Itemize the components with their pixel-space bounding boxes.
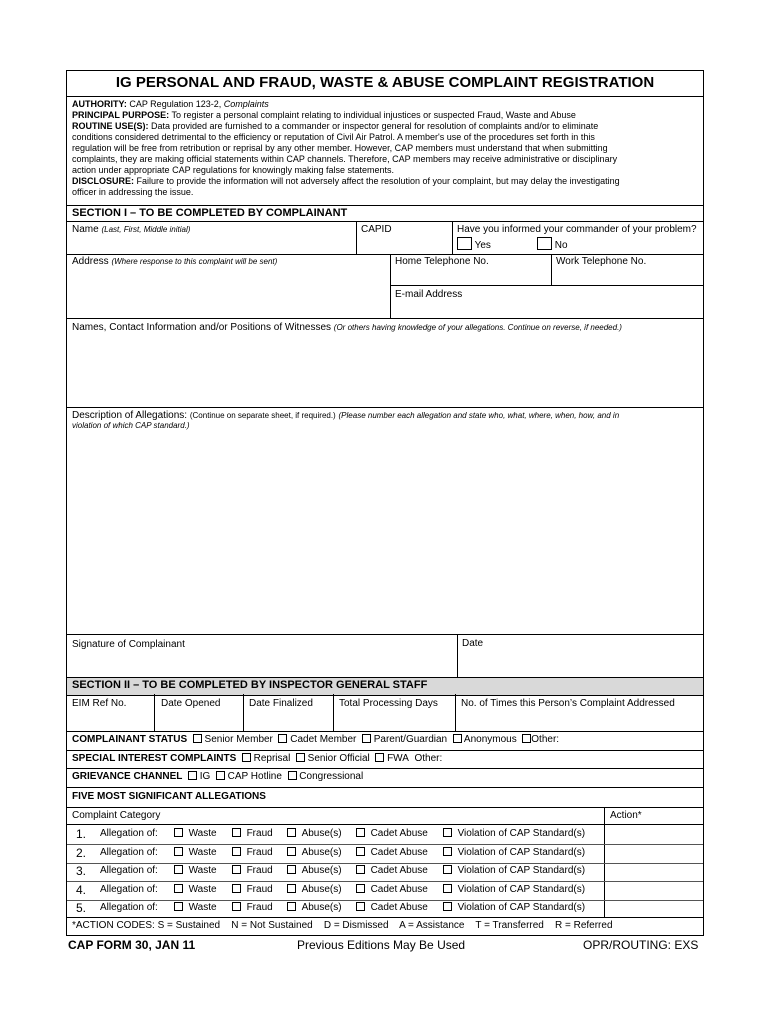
date-finalized-field[interactable]: Date Finalized bbox=[249, 698, 313, 709]
checkbox-icon[interactable] bbox=[443, 847, 452, 856]
allegation-option-label: Fraud bbox=[246, 828, 273, 839]
allegation-option[interactable] bbox=[356, 902, 428, 913]
allegation-option-label: Fraud bbox=[246, 883, 273, 895]
allegation-row bbox=[67, 863, 703, 881]
allegation-option-label: Waste bbox=[188, 828, 217, 839]
special-option: FWA bbox=[387, 753, 409, 764]
action-code: T = Transferred bbox=[475, 920, 544, 931]
date-opened-field[interactable]: Date Opened bbox=[161, 698, 221, 709]
allegation-option-label: Fraud bbox=[246, 865, 273, 876]
checkbox-icon[interactable] bbox=[278, 734, 287, 743]
allegation-option-label: Cadet Abuse bbox=[370, 902, 428, 913]
allegation-option[interactable] bbox=[174, 865, 217, 876]
routine-line: action under appropriate CAP regulations for knowingly making false statements. bbox=[72, 165, 395, 175]
checkbox-icon[interactable] bbox=[287, 847, 296, 856]
authority-label: AUTHORITY: bbox=[72, 99, 127, 109]
processing-days-field[interactable]: Total Processing Days bbox=[339, 698, 438, 709]
action-codes-row bbox=[72, 920, 613, 931]
complainant-status-row bbox=[72, 734, 559, 745]
commander-no-option[interactable] bbox=[537, 237, 568, 251]
allegation-option-label: Violation of CAP Standard(s) bbox=[457, 902, 586, 913]
checkbox-icon[interactable] bbox=[232, 828, 241, 837]
allegation-row bbox=[67, 882, 703, 900]
description-field[interactable] bbox=[72, 410, 697, 430]
allegations-heading: FIVE MOST SIGNIFICANT ALLEGATIONS bbox=[72, 791, 266, 802]
status-option: Senior Member bbox=[204, 734, 273, 745]
opr-routing: OPR/ROUTING: EXS bbox=[583, 938, 699, 952]
action-code: A = Assistance bbox=[399, 920, 465, 931]
date-field[interactable]: Date bbox=[462, 638, 484, 649]
eim-ref-field[interactable]: EIM Ref No. bbox=[72, 698, 127, 709]
allegation-option[interactable] bbox=[356, 884, 428, 895]
checkbox-icon[interactable] bbox=[443, 902, 452, 911]
allegation-option[interactable] bbox=[232, 902, 273, 913]
routine-line: Data provided are furnished to a commander or inspector general for resolution of complaints and/or to eliminate bbox=[151, 121, 599, 131]
allegation-number: 3. bbox=[76, 864, 87, 878]
allegation-option[interactable] bbox=[287, 828, 342, 839]
checkbox-icon[interactable] bbox=[174, 902, 183, 911]
allegation-number: 1. bbox=[76, 827, 87, 841]
complaint-form bbox=[66, 70, 704, 936]
editions-note: Previous Editions May Be Used bbox=[297, 938, 466, 952]
allegation-option[interactable] bbox=[287, 865, 342, 876]
allegation-option[interactable] bbox=[232, 884, 273, 895]
checkbox-icon[interactable] bbox=[174, 884, 183, 893]
disclosure-label: DISCLOSURE: bbox=[72, 176, 135, 186]
action-code: N = Not Sustained bbox=[231, 920, 313, 931]
allegation-option-label: Violation of CAP Standard(s) bbox=[457, 846, 586, 858]
allegation-option-label: Cadet Abuse bbox=[370, 865, 428, 876]
allegation-of-label: Allegation of: bbox=[100, 883, 158, 895]
allegation-option[interactable] bbox=[356, 847, 428, 858]
checkbox-icon[interactable] bbox=[232, 902, 241, 911]
home-phone-field[interactable]: Home Telephone No. bbox=[395, 256, 489, 267]
allegation-option-label: Waste bbox=[188, 883, 217, 895]
action-code: *ACTION CODES: S = Sustained bbox=[72, 920, 221, 931]
times-addressed-field[interactable]: No. of Times this Person’s Complaint Addressed bbox=[461, 698, 675, 709]
description-hint-3: violation of which CAP standard.) bbox=[72, 421, 190, 430]
allegation-row bbox=[67, 900, 703, 918]
allegation-option-label: Violation of CAP Standard(s) bbox=[457, 883, 586, 895]
checkbox-icon[interactable] bbox=[174, 865, 183, 874]
checkbox-icon[interactable] bbox=[443, 884, 452, 893]
allegation-option[interactable] bbox=[356, 828, 428, 839]
allegation-option[interactable] bbox=[232, 828, 273, 839]
name-hint: (Last, First, Middle initial) bbox=[101, 225, 191, 234]
allegation-option-label: Abuse(s) bbox=[301, 902, 342, 913]
checkbox-icon[interactable] bbox=[356, 828, 365, 837]
allegation-option-label: Fraud bbox=[246, 902, 273, 913]
allegation-option-label: Waste bbox=[188, 846, 217, 858]
allegation-option-label: Violation of CAP Standard(s) bbox=[457, 865, 586, 876]
form-number: CAP FORM 30, JAN 11 bbox=[68, 938, 196, 952]
checkbox-icon[interactable] bbox=[356, 865, 365, 874]
allegation-number: 5. bbox=[76, 901, 87, 915]
checkbox-icon[interactable] bbox=[232, 884, 241, 893]
allegation-option-label: Cadet Abuse bbox=[370, 846, 428, 858]
witnesses-field[interactable] bbox=[72, 322, 622, 333]
routine-line: conditions considered detrimental to the efficiency or reputation of Civil Air Patrol. A member's use of the procedures set forth in this bbox=[72, 132, 595, 142]
purpose-text: To register a personal complaint relating to individual injustices or suspected Fraud, Waste and Abuse bbox=[171, 110, 576, 120]
status-option: Anonymous bbox=[463, 734, 517, 745]
disclosure-text-2: officer in addressing the issue. bbox=[72, 187, 194, 197]
work-phone-field[interactable]: Work Telephone No. bbox=[556, 256, 647, 267]
address-field[interactable] bbox=[72, 256, 277, 267]
form-title: IG PERSONAL AND FRAUD, WASTE & ABUSE COMPLAINT REGISTRATION bbox=[115, 74, 655, 91]
checkbox-icon[interactable] bbox=[356, 884, 365, 893]
allegation-option[interactable] bbox=[356, 865, 428, 876]
allegation-option-label: Cadet Abuse bbox=[370, 828, 428, 839]
allegation-option[interactable] bbox=[232, 847, 273, 858]
checkbox-icon[interactable] bbox=[193, 734, 202, 743]
authority-text-italic: Complaints bbox=[223, 99, 269, 109]
allegation-of-label: Allegation of: bbox=[100, 902, 158, 913]
address-hint: (Where response to this complaint will be sent) bbox=[111, 257, 278, 266]
checkbox-icon[interactable] bbox=[288, 771, 297, 780]
allegation-option-label: Cadet Abuse bbox=[370, 883, 428, 895]
routine-label: ROUTINE USE(S): bbox=[72, 121, 149, 131]
allegation-of-label: Allegation of: bbox=[100, 828, 158, 839]
checkbox-icon[interactable] bbox=[242, 753, 251, 762]
checkbox-icon[interactable] bbox=[537, 237, 552, 250]
checkbox-icon[interactable] bbox=[174, 847, 183, 856]
commander-yes-option[interactable] bbox=[457, 237, 491, 251]
allegation-option[interactable] bbox=[232, 865, 273, 876]
special-other: Other: bbox=[414, 753, 443, 764]
allegation-option[interactable] bbox=[443, 884, 585, 895]
allegation-option[interactable] bbox=[287, 902, 342, 913]
checkbox-icon[interactable] bbox=[443, 865, 452, 874]
no-label: No bbox=[554, 240, 568, 251]
allegation-option[interactable] bbox=[287, 847, 342, 858]
allegation-of-label: Allegation of: bbox=[100, 865, 158, 876]
grievance-label: GRIEVANCE CHANNEL bbox=[72, 771, 183, 782]
privacy-act-statement bbox=[72, 99, 697, 198]
checkbox-icon[interactable] bbox=[375, 753, 384, 762]
special-interest-label: SPECIAL INTEREST COMPLAINTS bbox=[72, 753, 237, 764]
checkbox-icon[interactable] bbox=[457, 237, 472, 250]
allegation-option[interactable] bbox=[174, 847, 217, 858]
allegation-option-label: Abuse(s) bbox=[301, 846, 342, 858]
allegation-option[interactable] bbox=[174, 828, 217, 839]
allegation-of-label: Allegation of: bbox=[100, 846, 158, 858]
status-option: Cadet Member bbox=[290, 734, 357, 745]
allegation-option-label: Abuse(s) bbox=[301, 865, 342, 876]
allegation-number: 2. bbox=[76, 845, 87, 860]
allegation-option-label: Abuse(s) bbox=[301, 883, 342, 895]
checkbox-icon[interactable] bbox=[443, 828, 452, 837]
allegation-row bbox=[67, 826, 703, 844]
witness-hint: (Or others having knowledge of your allegations. Continue on reverse, if needed.) bbox=[333, 323, 622, 332]
checkbox-icon[interactable] bbox=[232, 865, 241, 874]
capid-field[interactable]: CAPID bbox=[361, 224, 392, 235]
allegation-number: 4. bbox=[76, 882, 87, 897]
grievance-option: CAP Hotline bbox=[227, 771, 282, 782]
action-code: D = Dismissed bbox=[323, 920, 389, 931]
checkbox-icon[interactable] bbox=[522, 734, 531, 743]
allegation-option[interactable] bbox=[174, 884, 217, 895]
allegation-option-label: Waste bbox=[188, 902, 217, 913]
description-label: Description of Allegations: bbox=[72, 410, 188, 421]
grievance-option: Congressional bbox=[299, 771, 364, 782]
commander-question: Have you informed your commander of your problem? bbox=[457, 224, 697, 235]
allegation-row bbox=[67, 845, 703, 863]
special-interest-row bbox=[72, 753, 442, 764]
checkbox-icon[interactable] bbox=[287, 884, 296, 893]
allegation-option[interactable] bbox=[443, 847, 585, 858]
disclosure-text: Failure to provide the information will not adversely affect the resolution of your complaint, but may delay the investigating bbox=[136, 176, 620, 186]
checkbox-icon[interactable] bbox=[362, 734, 371, 743]
email-field[interactable]: E-mail Address bbox=[395, 289, 463, 300]
checkbox-icon[interactable] bbox=[356, 847, 365, 856]
special-option: Senior Official bbox=[307, 753, 370, 764]
checkbox-icon[interactable] bbox=[287, 865, 296, 874]
allegation-option[interactable] bbox=[443, 865, 585, 876]
grievance-channel-row bbox=[72, 771, 363, 782]
section-2-heading: SECTION II – TO BE COMPLETED BY INSPECTOR GENERAL STAFF bbox=[72, 679, 428, 691]
special-option: Reprisal bbox=[253, 753, 291, 764]
checkbox-icon[interactable] bbox=[356, 902, 365, 911]
allegation-option[interactable] bbox=[287, 884, 342, 895]
authority-text: CAP Regulation 123-2, bbox=[129, 99, 224, 109]
checkbox-icon[interactable] bbox=[296, 753, 305, 762]
name-field[interactable] bbox=[72, 224, 190, 235]
checkbox-icon[interactable] bbox=[232, 847, 241, 856]
address-label: Address bbox=[72, 256, 109, 267]
allegation-option-label: Violation of CAP Standard(s) bbox=[457, 828, 586, 839]
routine-line: complaints, they are making official statements within CAP channels. Therefore, CAP members may receive administrative or disciplinary bbox=[72, 154, 618, 164]
section-1-heading: SECTION I – TO BE COMPLETED BY COMPLAINANT bbox=[72, 207, 348, 219]
checkbox-icon[interactable] bbox=[174, 828, 183, 837]
allegation-option-label: Abuse(s) bbox=[301, 828, 342, 839]
allegation-option-label: Fraud bbox=[246, 846, 273, 858]
description-hint-2: (Please number each allegation and state who, what, where, when, how, and in bbox=[338, 411, 620, 420]
action-header: Action* bbox=[610, 810, 642, 821]
allegation-option[interactable] bbox=[174, 902, 217, 913]
status-option: Other: bbox=[531, 734, 560, 745]
allegation-option[interactable] bbox=[443, 902, 585, 913]
allegation-option-label: Waste bbox=[188, 865, 217, 876]
routine-line: regulation will be free from retribution or reprisal by any other member. However, CAP members must understand that when submitting bbox=[72, 143, 608, 153]
checkbox-icon[interactable] bbox=[287, 902, 296, 911]
complaint-category-header: Complaint Category bbox=[72, 810, 161, 821]
witness-label: Names, Contact Information and/or Positions of Witnesses bbox=[72, 322, 332, 333]
purpose-label: PRINCIPAL PURPOSE: bbox=[72, 110, 170, 120]
checkbox-icon[interactable] bbox=[453, 734, 462, 743]
name-label: Name bbox=[72, 224, 99, 235]
status-option: Parent/Guardian bbox=[373, 734, 448, 745]
yes-label: Yes bbox=[474, 240, 491, 251]
description-hint-1: (Continue on separate sheet, if required.) bbox=[189, 411, 336, 420]
allegation-option[interactable] bbox=[443, 828, 585, 839]
signature-field[interactable]: Signature of Complainant bbox=[72, 639, 185, 650]
checkbox-icon[interactable] bbox=[216, 771, 225, 780]
checkbox-icon[interactable] bbox=[287, 828, 296, 837]
complainant-status-label: COMPLAINANT STATUS bbox=[72, 734, 188, 745]
grievance-option: IG bbox=[199, 771, 211, 782]
action-code: R = Referred bbox=[554, 920, 613, 931]
checkbox-icon[interactable] bbox=[188, 771, 197, 780]
